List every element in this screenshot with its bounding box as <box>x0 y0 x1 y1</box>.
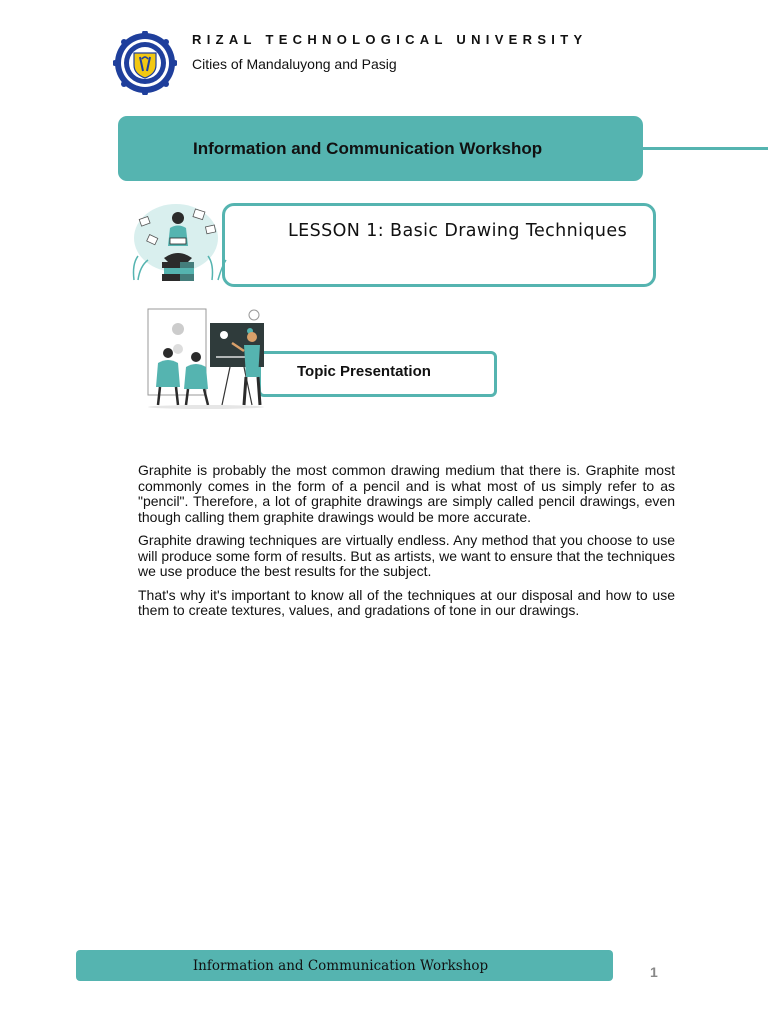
lesson-body <box>138 463 675 627</box>
workshop-title: Information and Communication Workshop <box>193 138 543 158</box>
lesson-title: LESSON 1: Basic Drawing Techniques <box>288 221 628 241</box>
body-paragraph: Graphite is probably the most common drawing medium that there is. Graphite most commonly comes in the form of a pencil and is what most of us simply refer to as "pencil". Therefore, a lot of graphite drawings are simply called pencil drawings, even though calling them graphite drawings would be more accurate. <box>138 462 675 525</box>
presentation-meeting-icon <box>140 305 272 411</box>
topic-title: Topic Presentation <box>297 363 431 380</box>
footer-bar <box>76 950 613 981</box>
workshop-banner <box>118 116 643 181</box>
university-seal-icon <box>113 31 177 95</box>
page-number: 1 <box>650 964 658 980</box>
university-name: RIZAL TECHNOLOGICAL UNIVERSITY <box>192 32 588 47</box>
footer-text: Information and Communication Workshop <box>192 957 489 974</box>
lesson-title-box <box>222 203 656 287</box>
university-cities: Cities of Mandaluyong and Pasig <box>192 56 397 72</box>
body-paragraph: That's why it's important to know all of the techniques at our disposal and how to use them to create textures, values, and gradations of tone in our drawings. <box>138 586 675 618</box>
banner-divider-line <box>643 147 768 150</box>
body-paragraph: Graphite drawing techniques are virtually endless. Any method that you choose to use will produce some form of results. But as artists, we want to ensure that the techniques we use produce the best results for the subject. <box>138 532 675 579</box>
reading-person-icon <box>128 196 232 286</box>
